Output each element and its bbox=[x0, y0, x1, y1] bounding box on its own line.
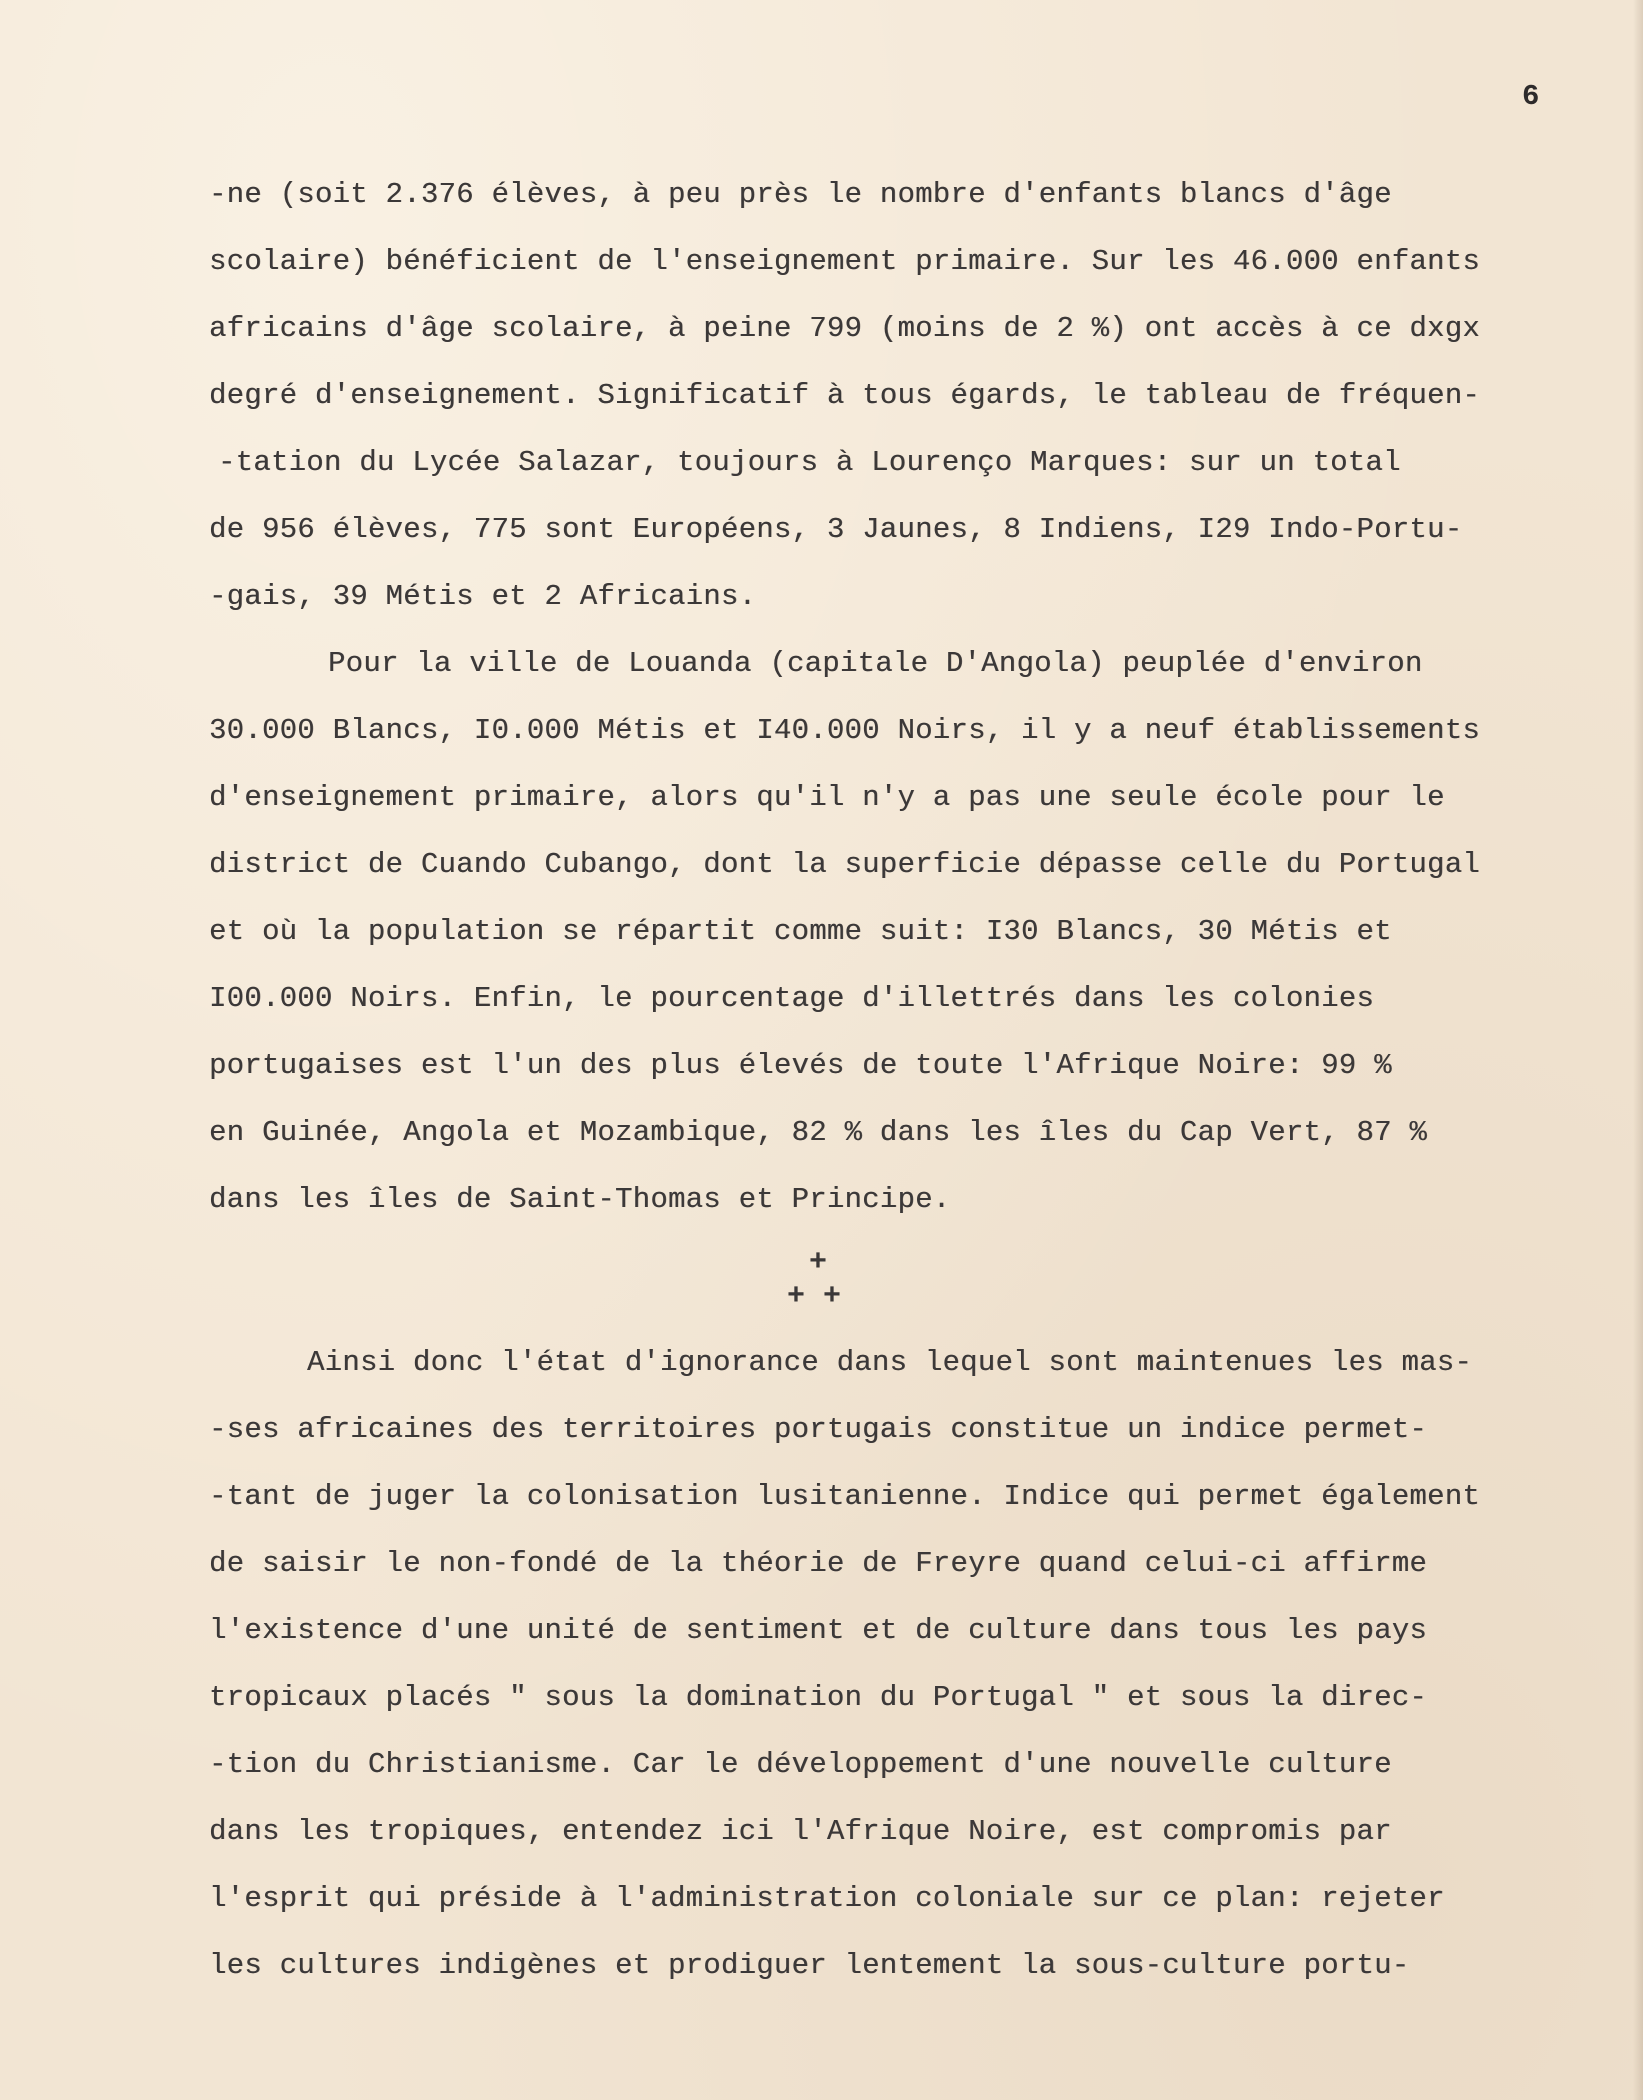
text-line-25: l'esprit qui préside à l'administration coloniale sur ce plan: rejeter bbox=[209, 1882, 1445, 1915]
text-line-4: degré d'enseignement. Significatif à tous égards, le tableau de fréquen- bbox=[209, 379, 1481, 412]
text-line-20: de saisir le non-fondé de la théorie de Freyre quand celui-ci affirme bbox=[209, 1547, 1428, 1580]
text-line-23: -tion du Christianisme. Car le développement d'une nouvelle culture bbox=[209, 1748, 1392, 1781]
text-line-1: -ne (soit 2.376 élèves, à peu près le nombre d'enfants blancs d'âge bbox=[209, 178, 1392, 211]
text-line-9: 30.000 Blancs, I0.000 Métis et I40.000 Noirs, il y a neuf établissements bbox=[209, 714, 1481, 747]
text-line-19: -tant de juger la colonisation lusitanienne. Indice qui permet également bbox=[209, 1480, 1481, 1513]
page-number: 6 bbox=[1522, 80, 1540, 113]
text-line-21: l'existence d'une unité de sentiment et de culture dans tous les pays bbox=[209, 1614, 1428, 1647]
text-line-13: I00.000 Noirs. Enfin, le pourcentage d'illettrés dans les colonies bbox=[209, 982, 1375, 1015]
text-line-16: dans les îles de Saint-Thomas et Principe. bbox=[209, 1183, 951, 1216]
text-line-8: Pour la ville de Louanda (capitale D'Angola) peuplée d'environ bbox=[328, 647, 1423, 680]
text-line-3: africains d'âge scolaire, à peine 799 (moins de 2 %) ont accès à ce dxgx bbox=[209, 312, 1481, 345]
text-line-14: portugaises est l'un des plus élevés de toute l'Afrique Noire: 99 % bbox=[209, 1049, 1392, 1082]
text-line-5: -tation du Lycée Salazar, toujours à Lourenço Marques: sur un total bbox=[218, 446, 1401, 479]
text-line-12: et où la population se répartit comme suit: I30 Blancs, 30 Métis et bbox=[209, 915, 1392, 948]
text-line-26: les cultures indigènes et prodiguer lentement la sous-culture portu- bbox=[209, 1949, 1410, 1982]
page-edge-shadow bbox=[1633, 0, 1643, 2100]
text-line-2: scolaire) bénéficient de l'enseignement primaire. Sur les 46.000 enfants bbox=[209, 245, 1481, 278]
text-line-6: de 956 élèves, 775 sont Européens, 3 Jaunes, 8 Indiens, I29 Indo-Portu- bbox=[209, 513, 1463, 546]
text-line-24: dans les tropiques, entendez ici l'Afrique Noire, est compromis par bbox=[209, 1815, 1392, 1848]
text-line-10: d'enseignement primaire, alors qu'il n'y a pas une seule école pour le bbox=[209, 781, 1445, 814]
text-line-15: en Guinée, Angola et Mozambique, 82 % dans les îles du Cap Vert, 87 % bbox=[209, 1116, 1428, 1149]
text-line-22: tropicaux placés " sous la domination du Portugal " et sous la direc- bbox=[209, 1681, 1428, 1714]
separator-bottom: + + bbox=[787, 1280, 842, 1314]
text-line-7: -gais, 39 Métis et 2 Africains. bbox=[209, 580, 757, 613]
text-line-11: district de Cuando Cubango, dont la superficie dépasse celle du Portugal bbox=[209, 848, 1481, 881]
separator-top: + bbox=[809, 1246, 828, 1280]
text-line-18: -ses africaines des territoires portugais constitue un indice permet- bbox=[209, 1413, 1428, 1446]
text-line-17: Ainsi donc l'état d'ignorance dans lequel sont maintenues les mas- bbox=[307, 1346, 1473, 1379]
